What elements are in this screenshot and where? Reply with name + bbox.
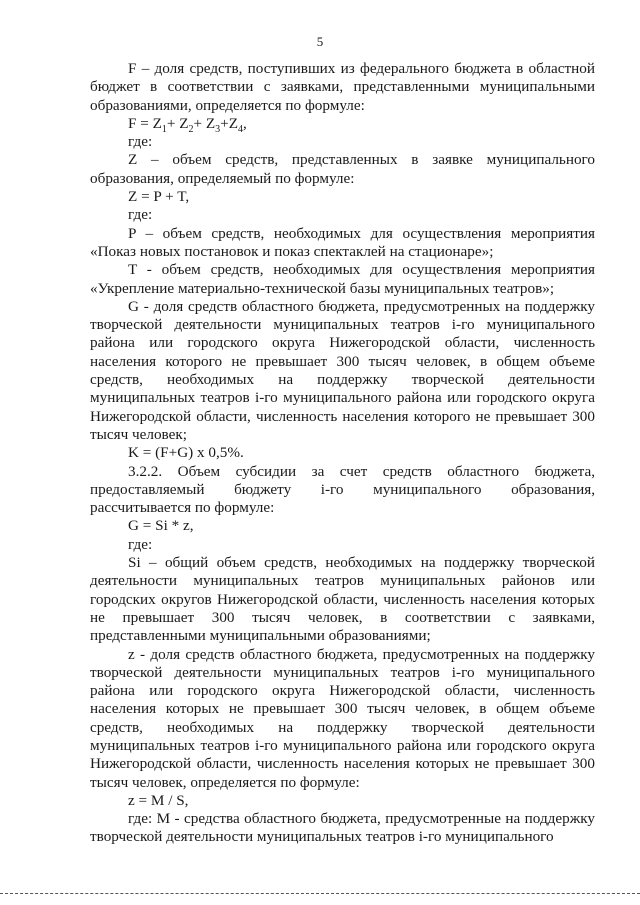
formula-z: Z = P + T, [128, 188, 190, 206]
page-bottom-border [0, 893, 640, 894]
formula-g: G = Si * z, [128, 517, 194, 535]
formula-f: $F = Z_1+ Z_2+ Z_3+Z_4$, [128, 114, 247, 135]
paragraph-g-definition: G - доля средств областного бюджета, предусмотренных на поддержку творческой деятельности муниципальных театров i-го муниципального района или городского округа Нижегородской области, численность населения которого не превышает 300 тысяч человек, в общем объеме средств, необходимых на поддержку творческой деятельности муниципальных театров i-го муниципального района или городского округа Нижегородской области, численность населения которого не превышает 300 тысяч человек; [90, 297, 595, 443]
paragraph-t-definition: T - объем средств, необходимых для осуществления мероприятия «Укрепление материально-технической базы муниципальных театров»; [90, 261, 595, 297]
paragraph-z-definition: Z – объем средств, представленных в заявке муниципального образования, определяемый по формуле: [90, 151, 595, 187]
where-label: где: [128, 535, 153, 553]
formula-z-ratio: z = M / S, [128, 791, 189, 809]
paragraph-p-definition: P – объем средств, необходимых для осуществления мероприятия «Показ новых постановок и показ спектаклей на стационаре»; [90, 224, 595, 260]
paragraph-z-share-definition: z - доля средств областного бюджета, предусмотренных на поддержку творческой деятельности муниципальных театров i-го муниципального района или городского округа Нижегородской области, численность населения которых не превышает 300 тысяч человек, в общем объеме средств, необходимых на поддержку творческой деятельности муниципальных театров i-го муниципального района или городского округа Нижегородской области, численность населения которых не превышает 300 тысяч человек, определяется по формуле: [90, 645, 595, 791]
where-label: где: [128, 133, 153, 151]
paragraph-m-definition: где: M - средства областного бюджета, предусмотренные на поддержку творческой деятельности муниципальных театров i-го муниципального [90, 810, 595, 846]
paragraph-3-2-2: 3.2.2. Объем субсидии за счет средств областного бюджета, предоставляемый бюджету i-го муниципального образования, рассчитывается по формуле: [90, 462, 595, 517]
page-number: 5 [316, 34, 324, 49]
paragraph-si-definition: Si – общий объем средств, необходимых на поддержку творческой деятельности муниципальных театров муниципальных районов или городских округов Нижегородской области, численность населения которых не превышает 300 тысяч человек, в соответствии с заявками, представленными муниципальными образованиями; [90, 554, 595, 645]
document-body [90, 60, 595, 847]
where-label: где: [128, 206, 153, 224]
paragraph-f-definition: F – доля средств, поступивших из федерального бюджета в областной бюджет в соответствии с заявками, представленными муниципальными образованиями, определяется по формуле: [90, 60, 595, 114]
formula-k: K = (F+G) x 0,5%. [128, 444, 244, 462]
